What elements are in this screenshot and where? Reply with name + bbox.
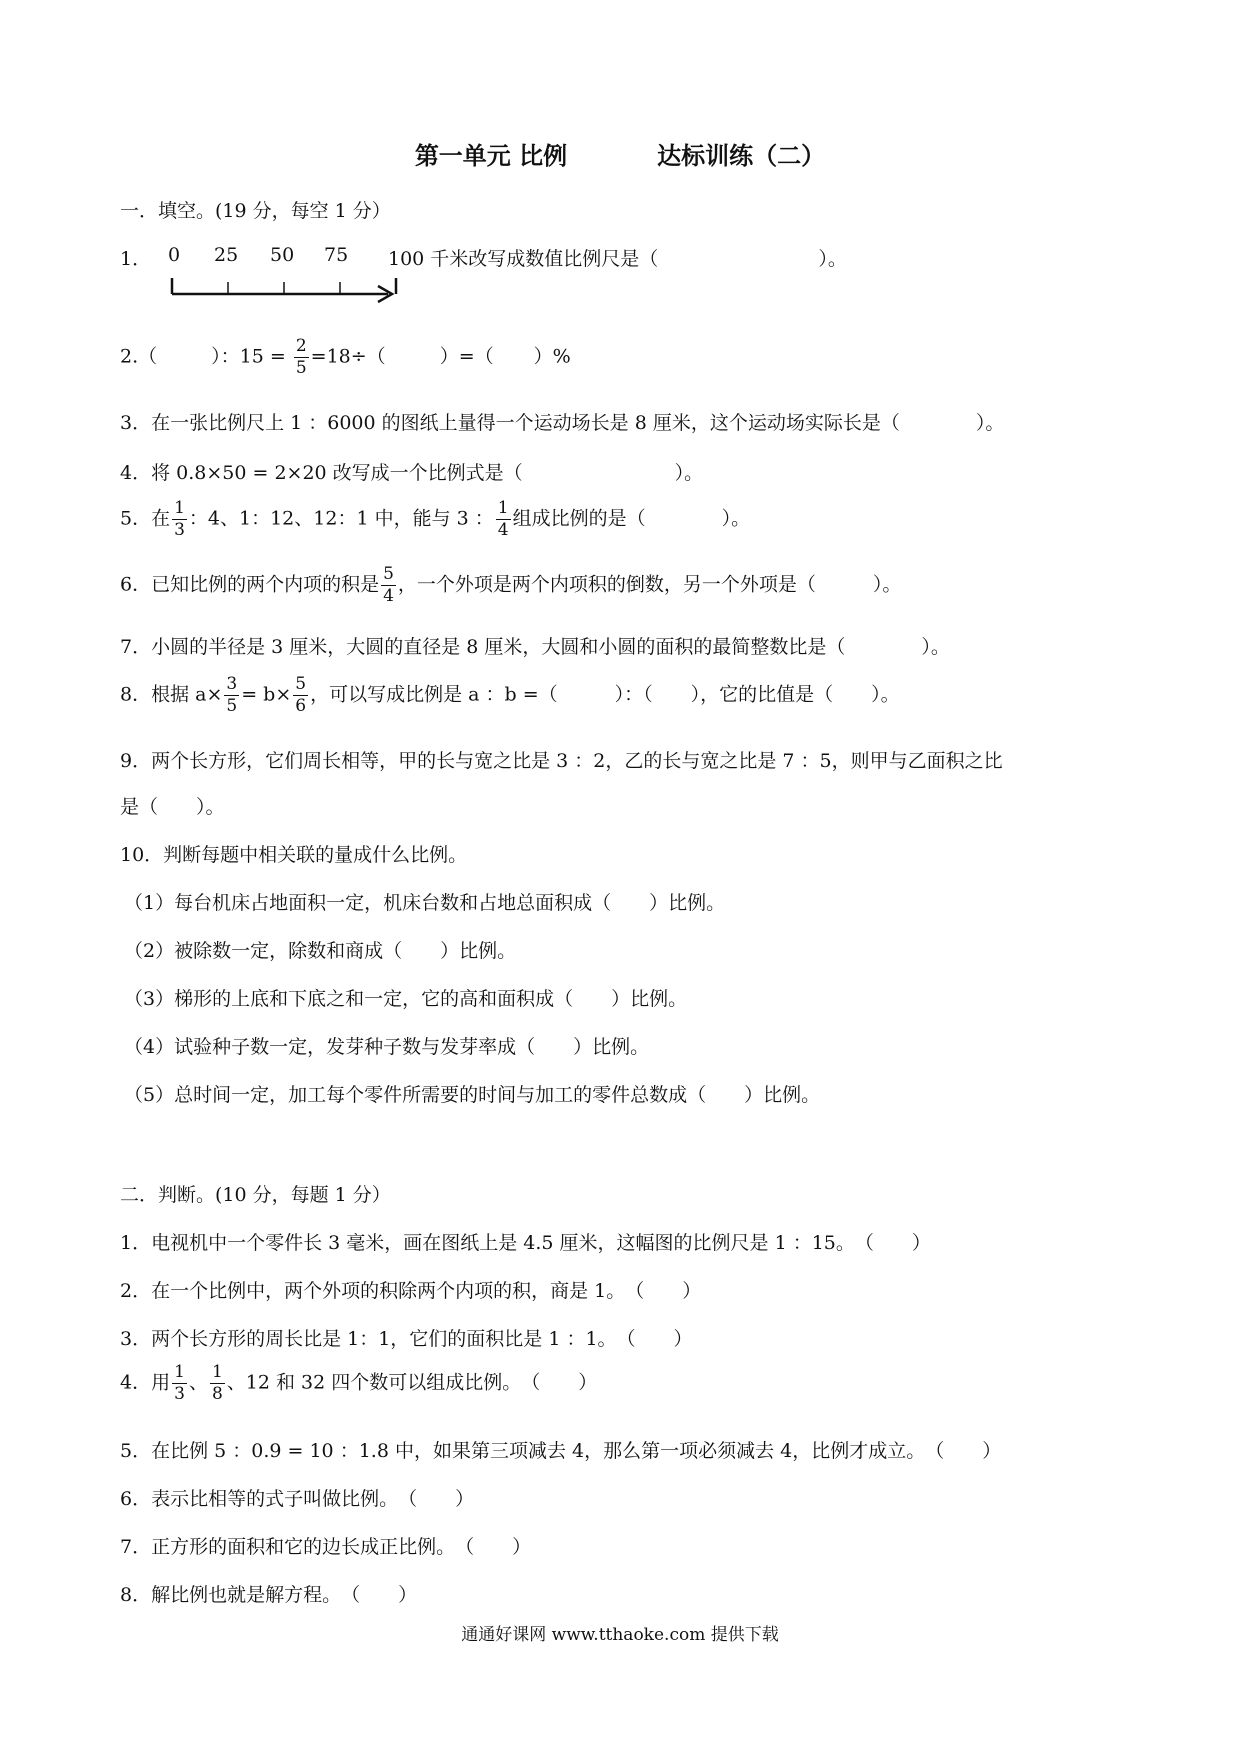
fraction: $\frac{1}{8}$ [211, 1362, 223, 1404]
q10-item: （4）试验种子数一定，发芽种子数与发芽率成（ ）比例。 [124, 1036, 650, 1058]
fraction: $\frac{1}{3}$ [174, 1362, 185, 1404]
q10-item: （1）每台机床占地面积一定，机床台数和占地总面积成（ ）比例。 [124, 892, 726, 914]
title-unit: 第一单元 比例 [414, 141, 568, 170]
q2-c: =18÷（ [310, 345, 386, 368]
q10-item: （5）总时间一定，加工每个零件所需要的时间与加工的零件总数成（ ）比例。 [124, 1084, 821, 1106]
q8-c: ，可以写成比例是 a ：b =（ ）：（ ），它的比值是（ ）。 [310, 683, 900, 706]
judge4-b: 、 [188, 1371, 208, 1394]
fraction: $\frac{1}{4}$ [497, 498, 509, 540]
q1-text [388, 244, 847, 271]
footer-source: 通通好课网 www.tthaoke.com 提供下载 [461, 1625, 779, 1645]
scale-label: 25 [214, 244, 239, 266]
judge4-a: 4．用 [120, 1371, 171, 1394]
title-training: 达标训练（二） [657, 141, 826, 170]
judge-item: 3．两个长方形的周长比是 1：1，它们的面积比是 1 ：1。 （ ） [120, 1328, 693, 1350]
judge-item: 7．正方形的面积和它的边长成正比例。 （ ） [120, 1536, 532, 1558]
judge-item-4 [120, 1364, 597, 1403]
question-2 [120, 338, 571, 377]
question-9-line1: 9．两个长方形，它们周长相等，甲的长与宽之比是 3 ：2，乙的长与宽之比是 7 ：5，则甲与乙面积之比 [120, 750, 1003, 772]
q2-d: ）=（ [439, 345, 494, 368]
judge-item: 6．表示比相等的式子叫做比例。 （ ） [120, 1488, 475, 1510]
scale-label: 0 [168, 244, 181, 266]
q10-item: （2）被除数一定，除数和商成（ ）比例。 [124, 940, 517, 962]
page-title [0, 136, 1240, 171]
judge-item: 8．解比例也就是解方程。 （ ） [120, 1584, 418, 1606]
q1-number: 1． [120, 248, 152, 270]
question-4: 4．将 0.8×50 = 2×20 改写成一个比例式是（ ）。 [120, 462, 704, 484]
q8-a: 8．根据 a× [120, 683, 223, 706]
q5-b: ：4、1：12、12：1 中，能与 3 ： [188, 507, 494, 530]
question-3: 3．在一张比例尺上 1 ：6000 的图纸上量得一个运动场长是 8 厘米，这个运动场实际长是（ ）。 [120, 412, 1005, 434]
fraction: $\frac{5}{4}$ [383, 564, 394, 606]
fraction: $\frac{3}{5}$ [226, 674, 238, 716]
judge-item: 5．在比例 5 ：0.9 = 10 ：1.8 中，如果第三项减去 4，那么第一项必须减去 4，比例才成立。 （ ） [120, 1440, 1002, 1462]
q2-b: ）：15 = [211, 345, 286, 368]
question-5 [120, 500, 750, 539]
q1-end: ）。 [818, 248, 847, 270]
q10-item: （3）梯形的上底和下底之和一定，它的高和面积成（ ）比例。 [124, 988, 688, 1010]
section1-heading: 一．填空。(19 分，每空 1 分） [120, 200, 391, 222]
line-scale-ruler [166, 276, 406, 306]
judge4-c: 、12 和 32 四个数可以组成比例。 （ ） [226, 1371, 598, 1394]
question-10: 10．判断每题中相关联的量成什么比例。 [120, 844, 468, 866]
section2-heading: 二．判断。(10 分，每题 1 分） [120, 1184, 391, 1206]
q2-e: ）% [533, 345, 571, 368]
q2-a: 2.（ [120, 345, 158, 368]
fraction: $\frac{2}{5}$ [295, 336, 307, 378]
fraction: $\frac{5}{6}$ [295, 674, 307, 716]
question-7: 7．小圆的半径是 3 厘米，大圆的直径是 8 厘米，大圆和小圆的面积的最简整数比是（ ）。 [120, 636, 950, 658]
question-6 [120, 566, 901, 605]
q5-c: 组成比例的是（ ）。 [512, 507, 751, 530]
question-9-line2: 是（ ）。 [120, 796, 225, 818]
q8-b: = b× [241, 683, 292, 706]
question-8 [120, 676, 900, 715]
q5-a: 5．在 [120, 507, 171, 530]
judge-item: 1．电视机中一个零件长 3 毫米，画在图纸上是 4.5 厘米，这幅图的比例尺是 1 ：15。 （ ） [120, 1232, 931, 1254]
scale-label: 50 [270, 244, 295, 266]
judge-item: 2．在一个比例中，两个外项的积除两个内项的积，商是 1。 （ ） [120, 1280, 702, 1302]
q6-b: ，一个外项是两个内项积的倒数，另一个外项是（ ）。 [397, 573, 902, 596]
q1-prompt: 100 千米改写成数值比例尺是（ [388, 248, 659, 270]
fraction: $\frac{1}{3}$ [174, 498, 185, 540]
scale-label: 75 [324, 244, 349, 266]
q6-a: 6．已知比例的两个内项的积是 [120, 573, 380, 596]
